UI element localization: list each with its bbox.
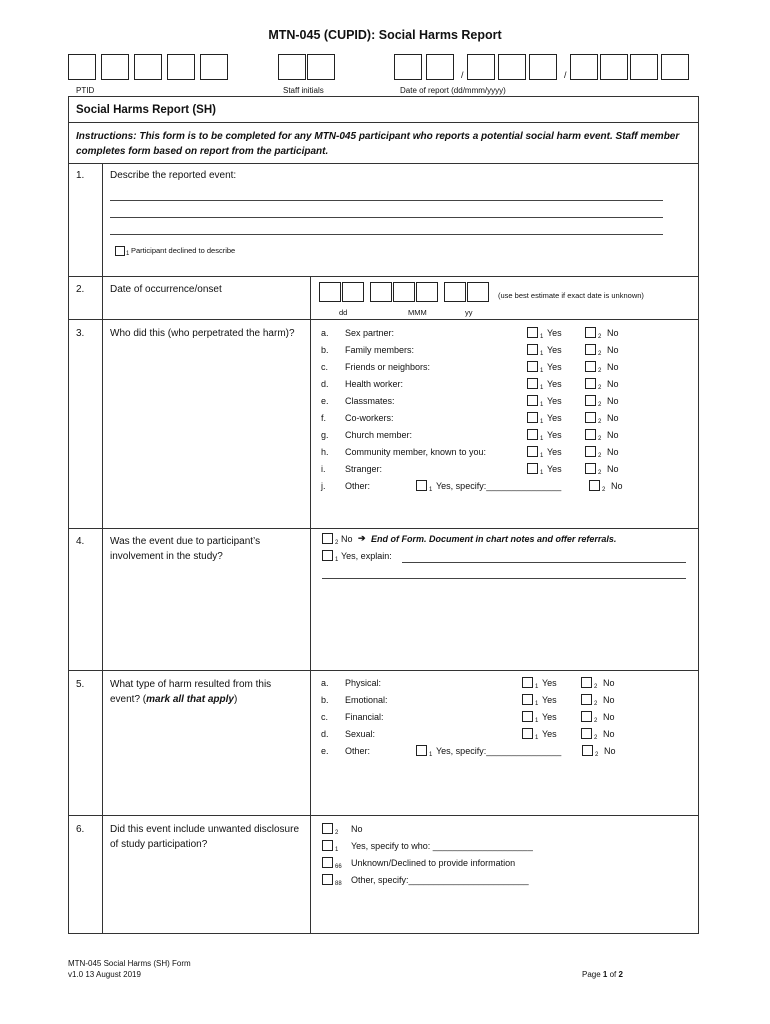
- option-code: 2: [598, 368, 602, 374]
- option-code: 1: [540, 334, 544, 340]
- q5-item-label: Emotional:: [345, 695, 388, 705]
- report-date-label: Date of report (dd/mmm/yyyy): [400, 86, 506, 95]
- q3-yes-checkbox[interactable]: [527, 395, 538, 406]
- item-letter: e.: [321, 746, 329, 756]
- q5-no-label: No: [603, 712, 615, 722]
- option-code: 2: [598, 453, 602, 459]
- question-number: 6.: [76, 824, 85, 835]
- question-number: 5.: [76, 679, 85, 690]
- q6-option-label: Unknown/Declined to provide information: [351, 858, 516, 868]
- q3-item-label: Community member, known to you:: [345, 447, 487, 457]
- q1-label: Describe the reported event:: [110, 170, 237, 181]
- footer-form-info: [68, 958, 191, 980]
- q5-yes-checkbox[interactable]: [522, 728, 533, 739]
- q5-label-text: What type of harm resulted from this event? (: [110, 679, 272, 705]
- q3-yes-checkbox[interactable]: [527, 344, 538, 355]
- q3-yes-checkbox[interactable]: [527, 446, 538, 457]
- occurrence-day-box[interactable]: [319, 282, 341, 302]
- staff-initials-label: Staff initials: [283, 86, 324, 95]
- question-number: 4.: [76, 536, 85, 547]
- report-date-box[interactable]: [570, 54, 598, 80]
- q3-yes-label: Yes: [547, 345, 562, 355]
- report-date-box[interactable]: [600, 54, 628, 80]
- option-code: 2: [594, 684, 598, 690]
- item-letter: b.: [321, 695, 329, 705]
- divider: [68, 528, 699, 529]
- q5-label: [110, 677, 302, 707]
- q5-label-emphasis: mark all that apply: [146, 694, 234, 705]
- option-code: 2: [335, 540, 339, 546]
- q3-no-label: No: [607, 413, 619, 423]
- q3-item-label: Classmates:: [345, 396, 395, 406]
- item-letter: e.: [321, 396, 329, 406]
- option-code: 1: [540, 419, 544, 425]
- q3-no-checkbox[interactable]: [585, 463, 596, 474]
- q6-option-label: Other, specify:________________________: [351, 875, 529, 885]
- q3-yes-label: Yes: [547, 362, 562, 372]
- q5-yes-checkbox[interactable]: [522, 677, 533, 688]
- report-date-box[interactable]: [661, 54, 689, 80]
- q3-yes-checkbox[interactable]: [527, 463, 538, 474]
- option-code: 2: [598, 419, 602, 425]
- q4-no-checkbox[interactable]: [322, 533, 333, 544]
- option-code: 2: [598, 334, 602, 340]
- page-prefix: Page: [582, 970, 603, 979]
- option-code: 1: [429, 752, 433, 758]
- q4-end-instruction: End of Form. Document in chart notes and offer referrals.: [371, 534, 617, 544]
- q2-label: Date of occurrence/onset: [110, 284, 222, 295]
- occurrence-month-box[interactable]: [370, 282, 392, 302]
- q3-no-checkbox[interactable]: [585, 395, 596, 406]
- option-code: 1: [540, 402, 544, 408]
- item-letter: a.: [321, 678, 329, 688]
- option-code: 2: [598, 470, 602, 476]
- number-column-divider: [102, 163, 103, 934]
- option-code: 1: [535, 735, 539, 741]
- staff-initial-box[interactable]: [278, 54, 306, 80]
- q3-other-label: Other:: [345, 481, 371, 491]
- report-date-box[interactable]: [498, 54, 526, 80]
- option-code: 1: [540, 453, 544, 459]
- arrow-icon: ➔: [358, 533, 366, 543]
- q6-option-label: No: [351, 824, 363, 834]
- q5-other-yes-checkbox[interactable]: [416, 745, 427, 756]
- q3-no-checkbox[interactable]: [585, 378, 596, 389]
- occurrence-month-box[interactable]: [416, 282, 438, 302]
- occurrence-month-box[interactable]: [393, 282, 415, 302]
- q5-no-checkbox[interactable]: [581, 711, 592, 722]
- q5-no-label: No: [603, 695, 615, 705]
- q5-other-no-checkbox[interactable]: [582, 745, 593, 756]
- page-number: [582, 969, 623, 980]
- q1-answer-line[interactable]: [110, 234, 663, 235]
- option-code: 1: [335, 847, 339, 853]
- option-code: 88: [335, 881, 342, 887]
- q1-answer-line[interactable]: [110, 200, 663, 201]
- q3-no-label: No: [607, 447, 619, 457]
- q3-item-label: Co-workers:: [345, 413, 394, 423]
- q3-no-label: No: [607, 396, 619, 406]
- q6-option-checkbox[interactable]: [322, 840, 333, 851]
- divider: [68, 319, 699, 320]
- option-code: 1: [540, 436, 544, 442]
- q3-other-no-label: No: [611, 481, 623, 491]
- q1-answer-line[interactable]: [110, 217, 663, 218]
- q3-yes-label: Yes: [547, 396, 562, 406]
- option-code: 1: [540, 351, 544, 357]
- q3-yes-checkbox[interactable]: [527, 429, 538, 440]
- report-date-box[interactable]: [630, 54, 658, 80]
- q5-yes-checkbox[interactable]: [522, 711, 533, 722]
- q3-no-checkbox[interactable]: [585, 429, 596, 440]
- divider: [68, 670, 699, 671]
- option-code: 1: [540, 368, 544, 374]
- q3-yes-checkbox[interactable]: [527, 361, 538, 372]
- answer-column-divider: [310, 276, 311, 934]
- q3-no-checkbox[interactable]: [585, 446, 596, 457]
- dd-label: dd: [339, 308, 348, 317]
- q3-yes-label: Yes: [547, 379, 562, 389]
- option-code: 2: [602, 487, 606, 493]
- q3-item-label: Friends or neighbors:: [345, 362, 431, 372]
- q3-yes-label: Yes: [547, 447, 562, 457]
- q3-no-label: No: [607, 430, 619, 440]
- item-letter: f.: [321, 413, 327, 423]
- section-title: Social Harms Report (SH): [76, 104, 216, 116]
- item-letter: c.: [321, 362, 329, 372]
- q5-other-label: Other:: [345, 746, 371, 756]
- q3-no-label: No: [607, 345, 619, 355]
- option-code: 1: [535, 684, 539, 690]
- divider: [68, 163, 699, 164]
- q3-no-label: No: [607, 362, 619, 372]
- q6-option-checkbox[interactable]: [322, 874, 333, 885]
- q3-no-checkbox[interactable]: [585, 361, 596, 372]
- q1-declined-label: Participant declined to describe: [131, 246, 236, 255]
- q5-item-label: Physical:: [345, 678, 382, 688]
- divider: [68, 276, 699, 277]
- q5-no-checkbox[interactable]: [581, 694, 592, 705]
- q3-yes-label: Yes: [547, 328, 562, 338]
- q6-option-checkbox[interactable]: [322, 857, 333, 868]
- divider: [68, 815, 699, 816]
- q5-no-label: No: [603, 729, 615, 739]
- q5-yes-label: Yes: [542, 695, 557, 705]
- q6-option-checkbox[interactable]: [322, 823, 333, 834]
- ptid-digit-box[interactable]: [167, 54, 195, 80]
- page-current: 1: [602, 970, 608, 979]
- q3-yes-checkbox[interactable]: [527, 412, 538, 423]
- option-code: 2: [598, 436, 602, 442]
- item-letter: d.: [321, 729, 329, 739]
- q3-yes-checkbox[interactable]: [527, 327, 538, 338]
- q3-item-label: Sex partner:: [345, 328, 395, 338]
- ptid-digit-box[interactable]: [134, 54, 162, 80]
- option-code: 66: [335, 864, 342, 870]
- q3-item-label: Church member:: [345, 430, 413, 440]
- q5-no-checkbox[interactable]: [581, 677, 592, 688]
- option-code: 2: [594, 718, 598, 724]
- q3-other-yes-checkbox[interactable]: [416, 480, 427, 491]
- q4-label: Was the event due to participant’s involvement in the study?: [110, 536, 261, 562]
- q3-yes-label: Yes: [547, 413, 562, 423]
- option-code: 2: [598, 385, 602, 391]
- question-number: 3.: [76, 328, 85, 339]
- q6-option-label: Yes, specify to who: ____________________: [351, 841, 533, 851]
- footer-version: v1.0 13 August 2019: [68, 970, 141, 979]
- q3-other-yes-specify[interactable]: Yes, specify:_______________: [436, 481, 562, 491]
- option-code: 1: [540, 470, 544, 476]
- q4-no-label: No: [341, 534, 353, 544]
- option-code: 2: [595, 752, 599, 758]
- option-code: 1: [535, 718, 539, 724]
- q3-item-label: Family members:: [345, 345, 415, 355]
- q3-yes-label: Yes: [547, 430, 562, 440]
- item-letter: d.: [321, 379, 329, 389]
- q5-item-label: Sexual:: [345, 729, 376, 739]
- option-code: 1: [540, 385, 544, 391]
- q1-declined-checkbox[interactable]: [115, 246, 125, 256]
- item-letter: b.: [321, 345, 329, 355]
- q3-no-label: No: [607, 328, 619, 338]
- item-letter: j.: [321, 481, 326, 491]
- item-letter: h.: [321, 447, 329, 457]
- occurrence-year-box[interactable]: [444, 282, 466, 302]
- item-letter: g.: [321, 430, 329, 440]
- date-separator: /: [564, 70, 567, 80]
- option-code: 2: [594, 735, 598, 741]
- page-title: MTN-045 (CUPID): Social Harms Report: [268, 28, 502, 42]
- q5-other-yes-specify[interactable]: Yes, specify:_______________: [436, 746, 562, 756]
- q3-no-checkbox[interactable]: [585, 412, 596, 423]
- q3-yes-checkbox[interactable]: [527, 378, 538, 389]
- report-date-box[interactable]: [394, 54, 422, 80]
- q5-label-close: ): [233, 694, 238, 705]
- report-date-box[interactable]: [529, 54, 557, 80]
- page-total: 2: [618, 970, 623, 979]
- q3-no-checkbox[interactable]: [585, 344, 596, 355]
- ptid-digit-box[interactable]: [200, 54, 228, 80]
- q4-explain-line[interactable]: [402, 562, 686, 563]
- option-code: 2: [594, 701, 598, 707]
- item-letter: a.: [321, 328, 329, 338]
- option-code: 1: [335, 557, 339, 563]
- footer-form-name: MTN-045 Social Harms (SH) Form: [68, 959, 191, 968]
- item-letter: i.: [321, 464, 326, 474]
- divider: [68, 122, 699, 123]
- question-number: 1.: [76, 170, 85, 181]
- instructions: Instructions: This form is to be completed for any MTN-045 participant who reports a potential social harm event. Staff member completes form based on report from the participant.: [76, 131, 680, 157]
- q3-no-checkbox[interactable]: [585, 327, 596, 338]
- occurrence-day-box[interactable]: [342, 282, 364, 302]
- q3-label: Who did this (who perpetrated the harm)?: [110, 328, 295, 339]
- form-frame: [68, 96, 699, 934]
- option-code: 2: [335, 830, 339, 836]
- q2-note: (use best estimate if exact date is unknown): [498, 291, 644, 300]
- staff-initial-box[interactable]: [307, 54, 335, 80]
- q6-label: Did this event include unwanted disclosure of study participation?: [110, 824, 299, 850]
- q5-yes-label: Yes: [542, 729, 557, 739]
- q3-other-no-checkbox[interactable]: [589, 480, 600, 491]
- page-of: of: [607, 970, 619, 979]
- report-date-box[interactable]: [426, 54, 454, 80]
- q4-explain-line[interactable]: [322, 578, 686, 579]
- q5-item-label: Financial:: [345, 712, 384, 722]
- option-code: 1: [429, 487, 433, 493]
- q5-no-label: No: [603, 678, 615, 688]
- q3-no-label: No: [607, 464, 619, 474]
- q3-yes-label: Yes: [547, 464, 562, 474]
- option-code: 2: [598, 402, 602, 408]
- option-code: 2: [598, 351, 602, 357]
- q3-item-label: Stranger:: [345, 464, 383, 474]
- report-date-box[interactable]: [467, 54, 495, 80]
- ptid-digit-box[interactable]: [68, 54, 96, 80]
- question-number: 2.: [76, 284, 85, 295]
- mmm-label: MMM: [408, 308, 427, 317]
- q5-no-checkbox[interactable]: [581, 728, 592, 739]
- occurrence-year-box[interactable]: [467, 282, 489, 302]
- q3-item-label: Health worker:: [345, 379, 404, 389]
- q5-yes-label: Yes: [542, 712, 557, 722]
- yy-label: yy: [465, 308, 473, 317]
- q3-no-label: No: [607, 379, 619, 389]
- q5-yes-label: Yes: [542, 678, 557, 688]
- q5-other-no-label: No: [604, 746, 616, 756]
- q4-yes-label: Yes, explain:: [341, 551, 392, 561]
- ptid-digit-box[interactable]: [101, 54, 129, 80]
- ptid-label: PTID: [76, 86, 95, 95]
- item-letter: c.: [321, 712, 329, 722]
- date-separator: /: [461, 70, 464, 80]
- q4-yes-checkbox[interactable]: [322, 550, 333, 561]
- option-code: 1: [126, 251, 130, 257]
- q5-yes-checkbox[interactable]: [522, 694, 533, 705]
- option-code: 1: [535, 701, 539, 707]
